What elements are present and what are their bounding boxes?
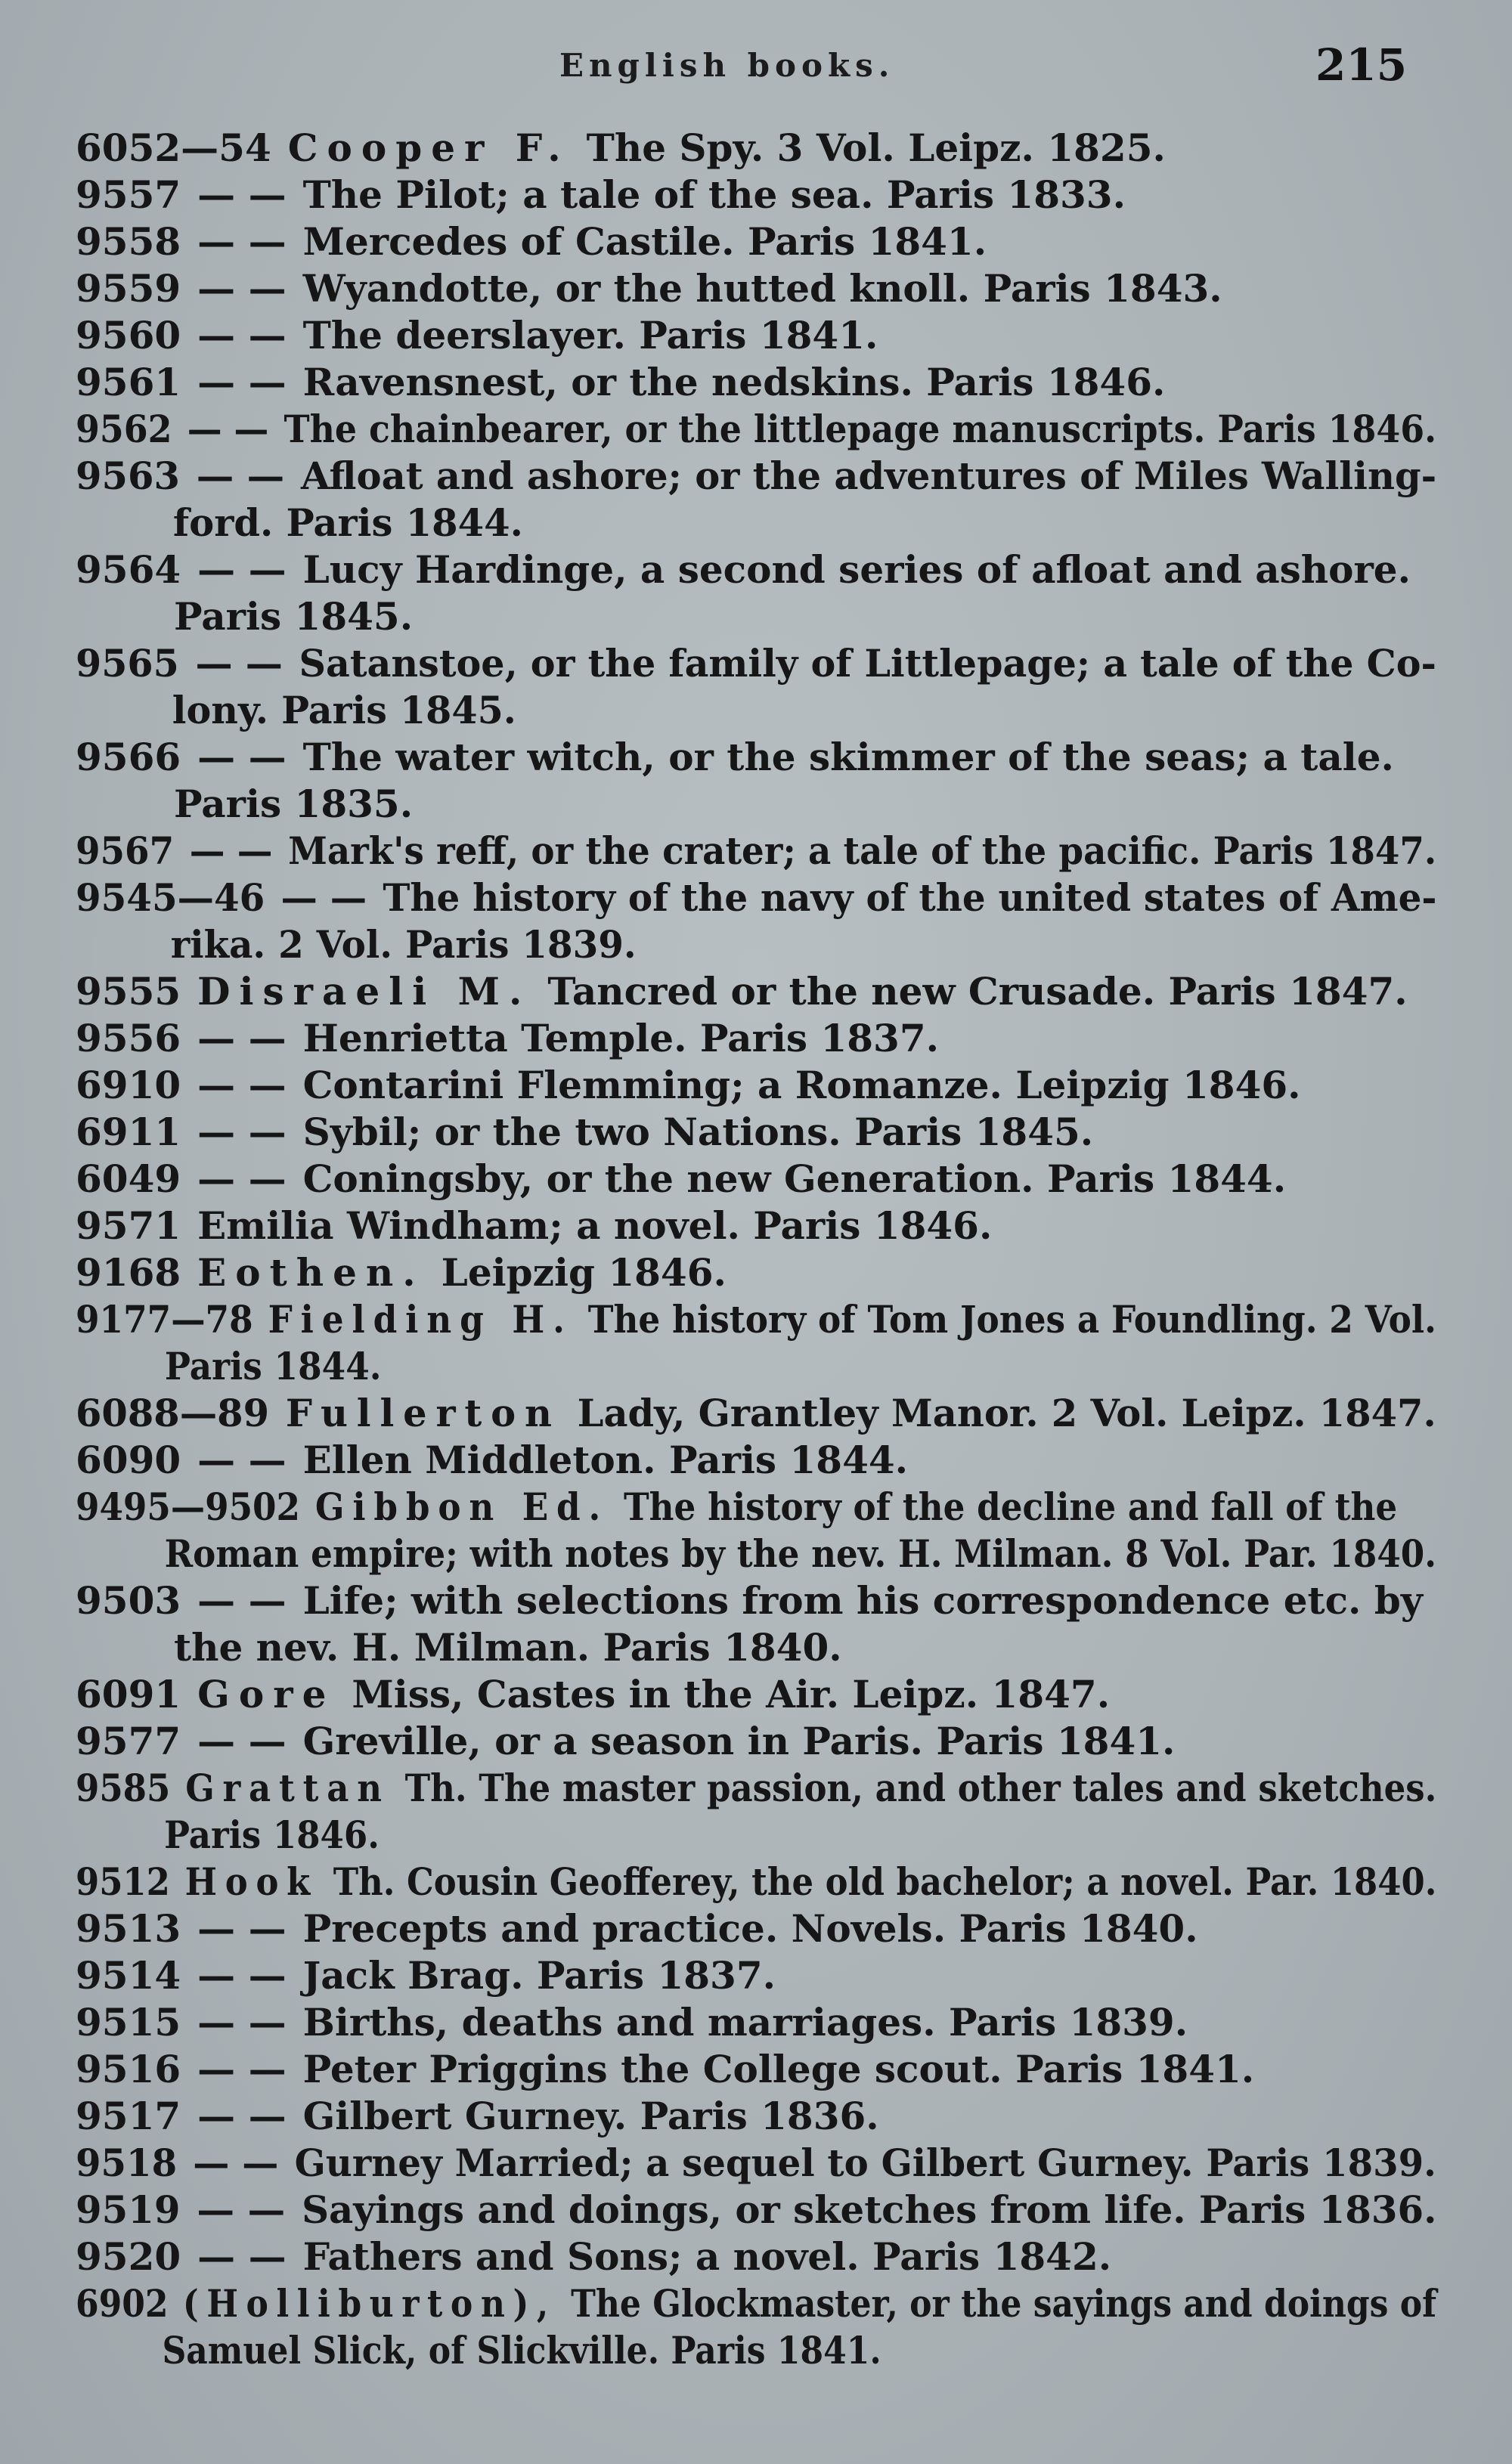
entry-number: 9566	[76, 735, 181, 779]
entry-number: 6088—89	[76, 1391, 270, 1435]
catalogue-entry	[76, 2046, 1436, 2093]
entry-continuation: Paris 1845.	[174, 594, 414, 639]
entry-author: — —	[197, 1016, 287, 1060]
entry-title: Wyandotte, or the hutted knoll. Paris 1843.	[302, 266, 1222, 311]
entry-number: 9558	[76, 219, 181, 264]
entry-author: — —	[197, 2187, 286, 2232]
catalogue-entry	[76, 1390, 1436, 1437]
running-title: English books.	[559, 47, 895, 84]
entry-number: 9562	[76, 407, 172, 451]
catalogue-list	[76, 125, 1436, 2374]
catalogue-entry	[76, 1249, 1436, 1296]
entry-title: Mercedes of Castile. Paris 1841.	[302, 219, 987, 264]
entry-number: 9177—78	[76, 1297, 253, 1342]
entry-number: 9556	[76, 1016, 181, 1060]
entry-number: 9516	[76, 2047, 181, 2091]
catalogue-entry	[76, 640, 1436, 734]
entry-title: Ravensnest, or the nedskins. Paris 1846.	[302, 360, 1166, 404]
catalogue-entry	[76, 453, 1437, 546]
entry-continuation: Samuel Slick, of Slickville. Paris 1841.	[162, 2328, 881, 2373]
entry-title: Peter Priggins the College scout. Paris 1841.	[302, 2047, 1255, 2091]
catalogue-entry	[76, 1484, 1437, 1577]
catalogue-entry	[76, 1109, 1436, 1156]
entry-author: Cooper F.	[287, 125, 570, 170]
entry-number: 9514	[76, 1953, 181, 1998]
entry-number: 6902	[76, 2281, 169, 2326]
entry-continuation: ford. Paris 1844.	[172, 500, 523, 545]
entry-author: — —	[197, 1578, 287, 1623]
entry-author: Hook	[184, 1859, 319, 1904]
catalogue-entry	[76, 2093, 1436, 2140]
entry-title: Afloat and ashore; or the adventures of Miles Walling-	[300, 453, 1437, 498]
entry-title: The deerslayer. Paris 1841.	[302, 313, 878, 358]
entry-title: Fathers and Sons; a novel. Paris 1842.	[302, 2234, 1112, 2279]
entry-title: The Glockmaster, or the sayings and doings of	[571, 2281, 1437, 2326]
entry-author: — —	[197, 2047, 287, 2091]
entry-author: Eothen.	[197, 1250, 425, 1295]
catalogue-entry	[76, 734, 1436, 828]
entry-number: 6911	[76, 1110, 181, 1154]
entry-title: Mark's reff, or the crater; a tale of the pacific. Paris 1847.	[288, 828, 1437, 873]
entry-author: — —	[193, 2141, 279, 2185]
entry-number: 9545—46	[76, 875, 265, 920]
entry-author: Gore	[197, 1672, 336, 1716]
entry-title: Miss, Castes in the Air. Leipz. 1847.	[352, 1672, 1111, 1716]
entry-title: Gilbert Gurney. Paris 1836.	[302, 2094, 879, 2138]
catalogue-entry	[76, 874, 1437, 968]
entry-continuation: Paris 1844.	[164, 1344, 382, 1388]
entry-author: — —	[197, 1953, 287, 1998]
entry-title: Gurney Married; a sequel to Gilbert Gurney. Paris 1839.	[294, 2141, 1436, 2185]
entry-number: 9519	[76, 2187, 181, 2232]
catalogue-entry	[76, 968, 1436, 1015]
entry-number: 9560	[76, 313, 181, 358]
entry-number: 9559	[76, 266, 181, 311]
entry-author: Grattan	[185, 1766, 390, 1810]
catalogue-entry	[76, 1765, 1437, 1859]
entry-author: Gibbon Ed.	[314, 1484, 609, 1529]
catalogue-entry	[76, 1718, 1436, 1765]
entry-title: Lucy Hardinge, a second series of afloat and ashore.	[302, 547, 1411, 592]
catalogue-entry	[76, 1156, 1436, 1203]
entry-author: — —	[197, 2000, 287, 2045]
entry-number: 9512	[76, 1859, 170, 1904]
catalogue-entry	[76, 2233, 1436, 2280]
catalogue-entry	[76, 1437, 1436, 1484]
entry-author: — —	[197, 172, 287, 217]
entry-title: Lady, Grantley Manor. 2 Vol. Leipz. 1847.	[577, 1391, 1436, 1435]
entry-title: The history of Tom Jones a Foundling. 2 Vol.	[587, 1297, 1436, 1342]
entry-title: The Pilot; a tale of the sea. Paris 1833.	[302, 172, 1126, 217]
entry-number: 9517	[76, 2094, 181, 2138]
entry-title: Contarini Flemming; a Romanze. Leipzig 1846.	[302, 1063, 1301, 1107]
entry-number: 9565	[76, 641, 179, 686]
entry-author: — —	[197, 219, 287, 264]
entry-author: — —	[197, 1719, 287, 1763]
entry-title: The Spy. 3 Vol. Leipz. 1825.	[586, 125, 1166, 170]
entry-continuation: lony. Paris 1845.	[172, 688, 516, 732]
entry-author: — —	[197, 313, 287, 358]
catalogue-entry	[76, 1203, 1436, 1249]
page-header	[0, 39, 1512, 92]
entry-number: 6091	[76, 1672, 181, 1716]
catalogue-entry	[76, 2140, 1436, 2187]
entry-author: — —	[197, 2234, 287, 2279]
catalogue-entry	[76, 1859, 1437, 1905]
entry-continuation: the nev. H. Milman. Paris 1840.	[174, 1625, 842, 1670]
entry-author: Fullerton	[285, 1391, 561, 1435]
entry-number: 6049	[76, 1156, 181, 1201]
entry-title: Jack Brag. Paris 1837.	[302, 1953, 776, 1998]
catalogue-entry	[76, 1999, 1436, 2046]
entry-title: The history of the navy of the united states of Ame-	[383, 875, 1437, 920]
entry-number: 6052—54	[76, 125, 271, 170]
entry-title: Th. Cousin Geofferey, the old bachelor; a novel. Par. 1840.	[333, 1859, 1437, 1904]
entry-title: Ellen Middleton. Paris 1844.	[302, 1438, 909, 1482]
entry-title: Sybil; or the two Nations. Paris 1845.	[302, 1110, 1094, 1154]
entry-author: — —	[197, 735, 287, 779]
entry-title: Leipzig 1846.	[441, 1250, 727, 1295]
entry-title: Tancred or the new Crusade. Paris 1847.	[547, 969, 1408, 1014]
catalogue-entry	[76, 546, 1436, 640]
entry-author: — —	[197, 547, 287, 592]
entry-number: 6090	[76, 1438, 181, 1482]
entry-author: — —	[197, 1438, 287, 1482]
entry-author: — —	[197, 1156, 287, 1201]
entry-title: Th. The master passion, and other tales and sketches.	[404, 1766, 1437, 1810]
entry-author: — —	[187, 407, 269, 451]
entry-author: Fielding H.	[268, 1297, 573, 1342]
entry-title: Greville, or a season in Paris. Paris 1841.	[302, 1719, 1176, 1763]
catalogue-entry	[76, 1015, 1436, 1062]
entry-number: 9561	[76, 360, 181, 404]
entry-number: 9571	[76, 1203, 181, 1248]
entry-author: — —	[195, 641, 283, 686]
catalogue-entry	[76, 172, 1436, 218]
catalogue-entry	[76, 2280, 1437, 2374]
entry-title: Emilia Windham; a novel. Paris 1846.	[197, 1203, 993, 1248]
entry-continuation: rika. 2 Vol. Paris 1839.	[170, 922, 637, 967]
entry-number: 9557	[76, 172, 181, 217]
entry-number: 9577	[76, 1719, 181, 1763]
entry-number: 9503	[76, 1578, 181, 1623]
entry-author: — —	[197, 1906, 287, 1951]
entry-author: — —	[197, 2094, 287, 2138]
entry-continuation: Roman empire; with notes by the nev. H. Milman. 8 Vol. Par. 1840.	[164, 1531, 1437, 1576]
entry-author: — —	[196, 453, 285, 498]
catalogue-entry	[76, 1577, 1436, 1671]
catalogue-entry	[76, 125, 1436, 172]
catalogue-entry	[76, 218, 1436, 265]
entry-number: 9515	[76, 2000, 181, 2045]
entry-author: (Holliburton),	[182, 2281, 556, 2326]
catalogue-entry	[76, 1671, 1436, 1718]
catalogue-entry	[76, 828, 1437, 874]
entry-author: — —	[280, 875, 367, 920]
catalogue-entry	[76, 1952, 1436, 1999]
catalogue-entry	[76, 406, 1437, 453]
entry-title: Coningsby, or the new Generation. Paris 1844.	[302, 1156, 1287, 1201]
entry-author: — —	[197, 360, 287, 404]
entry-title: Henrietta Temple. Paris 1837.	[302, 1016, 940, 1060]
entry-title: Precepts and practice. Novels. Paris 1840.	[302, 1906, 1198, 1951]
catalogue-entry	[76, 312, 1436, 359]
entry-number: 9564	[76, 547, 181, 592]
entry-author: — —	[197, 1063, 287, 1107]
entry-title: The chainbearer, or the littlepage manuscripts. Paris 1846.	[284, 407, 1437, 451]
entry-title: The history of the decline and fall of the	[624, 1484, 1398, 1529]
entry-author: Disraeli M.	[197, 969, 531, 1014]
entry-number: 9555	[76, 969, 181, 1014]
entry-number: 6910	[76, 1063, 181, 1107]
catalogue-entry	[76, 1905, 1436, 1952]
entry-number: 9563	[76, 453, 180, 498]
catalogue-entry	[76, 265, 1436, 312]
catalogue-entry	[76, 359, 1436, 406]
catalogue-entry	[76, 1062, 1436, 1109]
entry-title: Life; with selections from his correspondence etc. by	[302, 1578, 1423, 1623]
entry-title: Births, deaths and marriages. Paris 1839.	[302, 2000, 1188, 2045]
catalogue-entry	[76, 1296, 1436, 1390]
entry-title: Satanstoe, or the family of Littlepage; a tale of the Co-	[299, 641, 1436, 686]
entry-author: — —	[189, 828, 273, 873]
entry-continuation: Paris 1846.	[164, 1812, 380, 1857]
entry-number: 9495—9502	[76, 1484, 300, 1529]
catalogue-entry	[76, 2187, 1437, 2233]
entry-number: 9518	[76, 2141, 178, 2185]
entry-number: 9168	[76, 1250, 181, 1295]
entry-title: The water witch, or the skimmer of the seas; a tale.	[302, 735, 1394, 779]
entry-number: 9520	[76, 2234, 181, 2279]
entry-number: 9567	[76, 828, 175, 873]
entry-title: Sayings and doings, or sketches from life. Paris 1836.	[302, 2187, 1437, 2232]
entry-continuation: Paris 1835.	[174, 782, 414, 826]
entry-author: — —	[197, 1110, 287, 1154]
entry-author: — —	[197, 266, 287, 311]
page-number: 215	[1315, 39, 1408, 91]
entry-number: 9513	[76, 1906, 181, 1951]
entry-number: 9585	[76, 1766, 171, 1810]
